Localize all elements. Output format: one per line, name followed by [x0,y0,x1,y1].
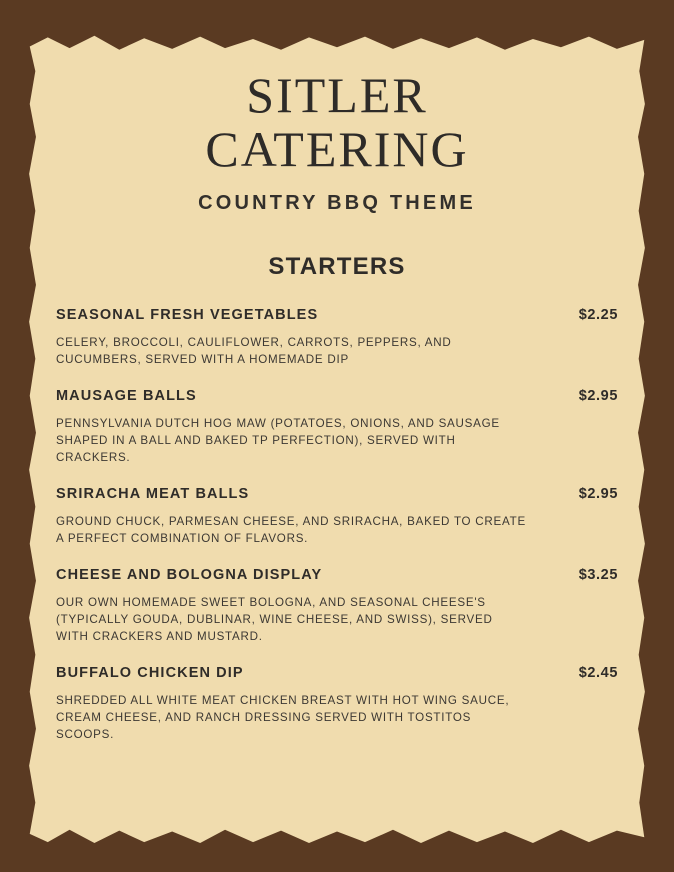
menu-item-price: $2.95 [578,388,618,404]
menu-item-description: CELERY, BROCCOLI, CAULIFLOWER, CARROTS, PEPPERS, AND CUCUMBERS, SERVED WITH A HOMEMADE DIP [56,336,452,366]
menu-item [56,307,620,368]
menu-item-price: $2.25 [578,307,618,323]
menu-item-name: CHEESE AND BOLOGNA DISPLAY [56,567,323,583]
menu-item [56,665,620,743]
menu-item [56,486,620,547]
menu-item-description: GROUND CHUCK, PARMESAN CHEESE, AND SRIRACHA, BAKED TO CREATE A PERFECT COMBINATION OF FLAVORS. [56,515,526,545]
menu-item-description: SHREDDED ALL WHITE MEAT CHICKEN BREAST WITH HOT WING SAUCE, CREAM CHEESE, AND RANCH DRESSING SERVED WITH TOSTITOS SCOOPS. [56,694,510,741]
menu-item-header [56,665,620,681]
brand-title-line-2: CATERING [205,121,469,177]
menu-item-price: $3.25 [578,567,618,583]
menu-content [26,30,648,852]
menu-item-description: OUR OWN HOMEMADE SWEET BOLOGNA, AND SEASONAL CHEESE'S (TYPICALLY GOUDA, DUBLINAR, WINE CHEESE, AND SWISS), SERVED WITH CRACKERS AND MUSTARD. [56,596,493,643]
menu-subtitle: COUNTRY BBQ THEME [198,192,476,214]
menu-item-name: MAUSAGE BALLS [56,388,197,404]
brand-title-line-1: SITLER [246,67,428,123]
menu-item-name: BUFFALO CHICKEN DIP [56,665,244,681]
menu-item-header [56,567,620,583]
menu-item-description: PENNSYLVANIA DUTCH HOG MAW (POTATOES, ONIONS, AND SAUSAGE SHAPED IN A BALL AND BAKED TP PERFECTION), SERVED WITH CRACKERS. [56,417,500,464]
section-title-starters: STARTERS [268,253,406,280]
menu-item [56,567,620,645]
menu-item-name: SEASONAL FRESH VEGETABLES [56,307,319,323]
menu-item [56,388,620,466]
menu-item-list [26,307,648,743]
menu-item-name: SRIRACHA MEAT BALLS [56,486,250,502]
menu-item-header [56,486,620,502]
menu-item-price: $2.45 [578,665,618,681]
menu-item-header [56,388,620,404]
menu-item-price: $2.95 [578,486,618,502]
menu-item-header [56,307,620,323]
brand-header [26,30,648,176]
